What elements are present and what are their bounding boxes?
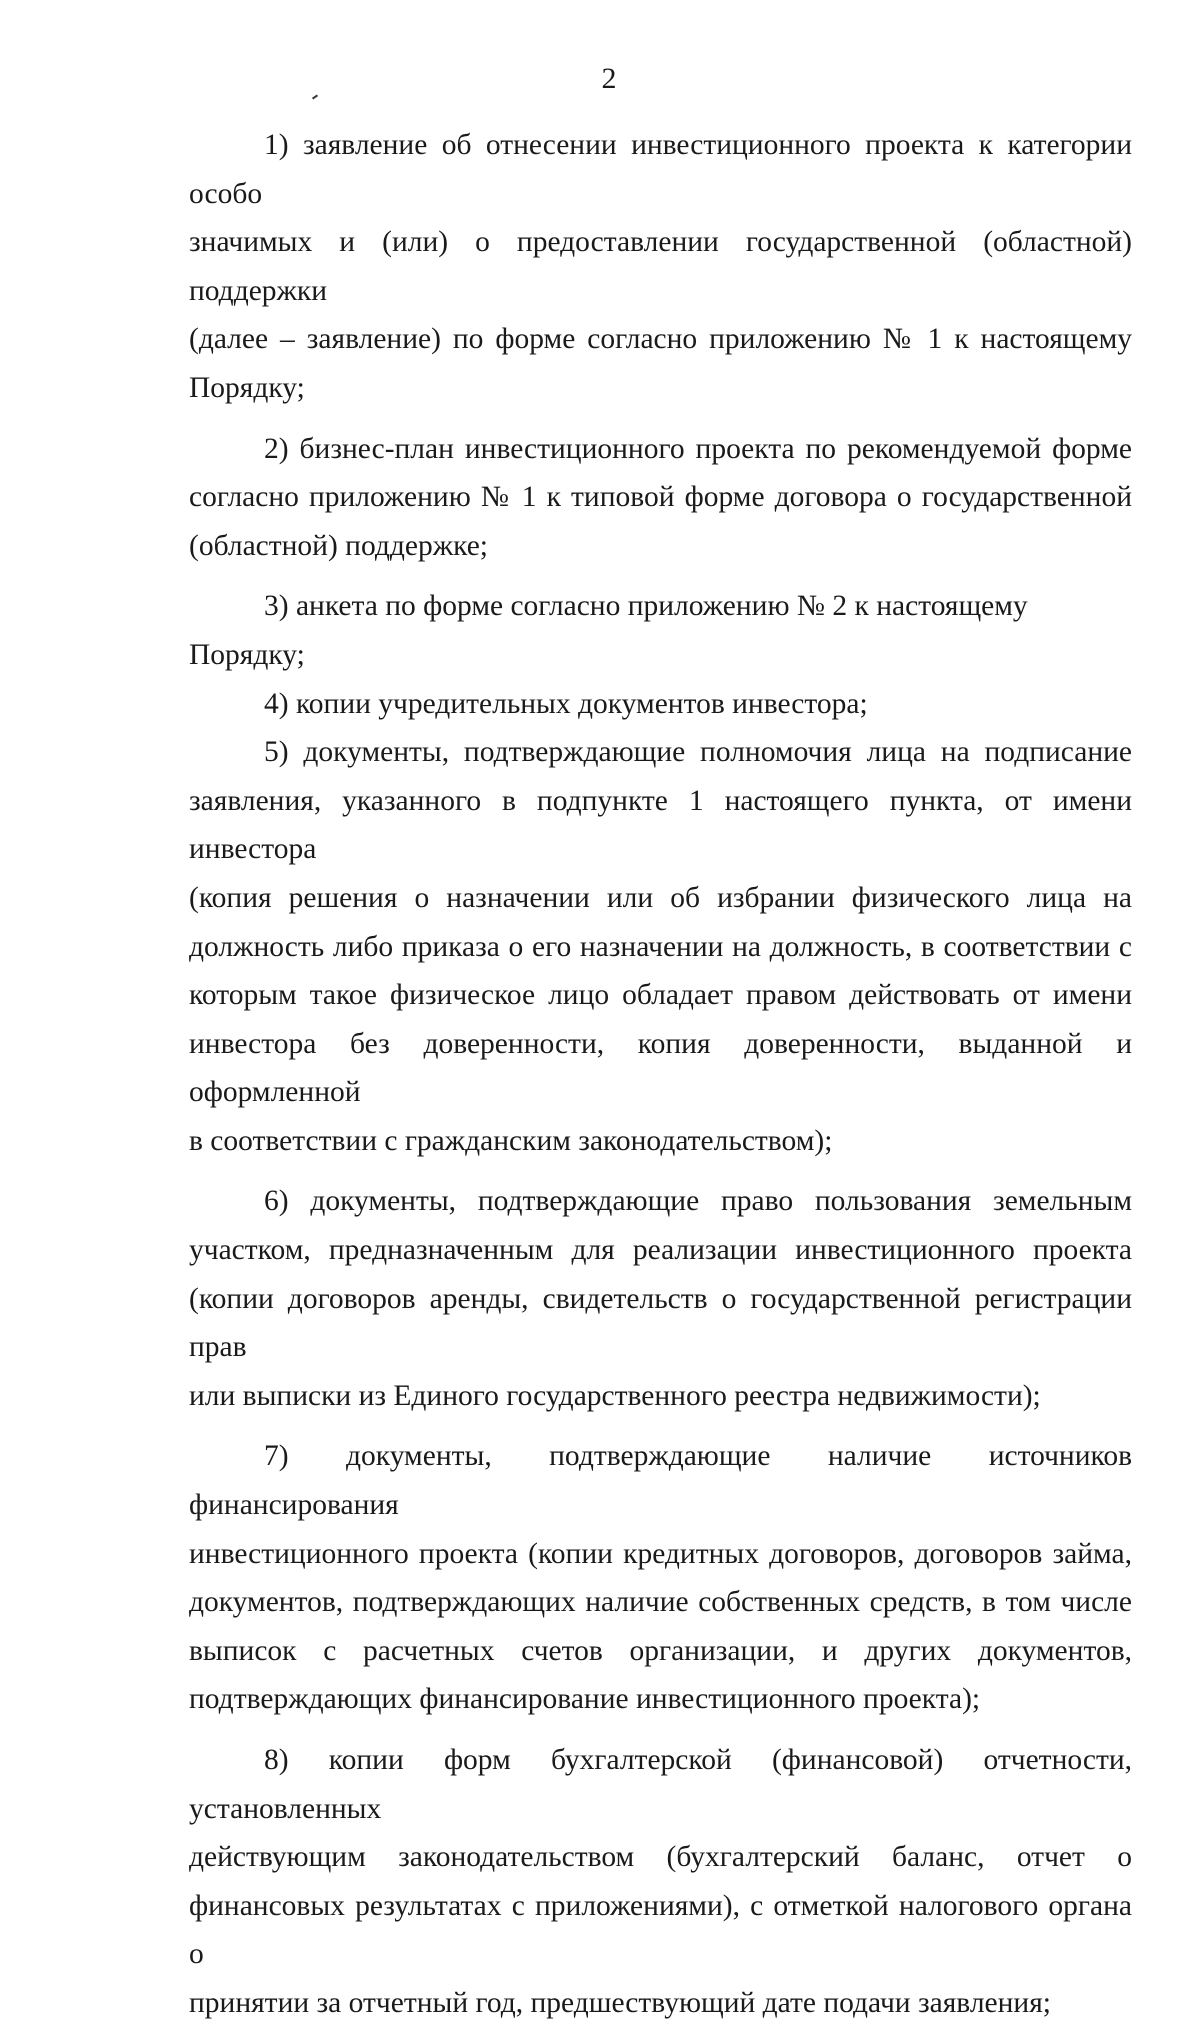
text-line: (копии договоров аренды, свидетельств о государственной регистрации прав: [189, 1282, 1132, 1364]
text-line: 4) копии учредительных документов инвестора;: [264, 687, 868, 720]
text-line: 5) документы, подтверждающие полномочия лица на подписание: [264, 736, 1132, 769]
text-line: 6) документы, подтверждающие право пользования земельным: [264, 1185, 1132, 1218]
text-line: согласно приложению № 1 к типовой форме договора о государственной: [189, 481, 1132, 514]
document-body: [189, 121, 1132, 2028]
text-line: должность либо приказа о его назначении на должность, в соответствии с: [189, 930, 1132, 963]
list-item-7: [189, 1432, 1132, 1724]
text-line: 8) копии форм бухгалтерской (финансовой) отчетности, установленных: [189, 1744, 1132, 1825]
text-line: выписок с расчетных счетов организации, и других документов,: [189, 1634, 1132, 1667]
text-line: или выписки из Единого государственного реестра недвижимости);: [189, 1379, 1041, 1412]
text-line: (копия решения о назначении или об избрании физического лица на: [189, 881, 1132, 914]
text-line: которым такое физическое лицо обладает правом действовать от имени: [189, 979, 1132, 1012]
text-line: 2) бизнес-план инвестиционного проекта по рекомендуемой форме: [264, 432, 1132, 465]
list-item-1: [189, 121, 1132, 413]
list-item-5: [189, 728, 1132, 1165]
text-line: принятии за отчетный год, предшествующий дате подачи заявления;: [189, 1986, 1051, 2019]
text-line: 1) заявление об отнесении инвестиционного проекта к категории особо: [189, 129, 1132, 210]
list-item-2: [189, 425, 1132, 571]
list-item-4: [189, 680, 1132, 729]
text-line: (областной) поддержке;: [189, 529, 488, 562]
text-line: (далее – заявление) по форме согласно приложению № 1 к настоящему: [189, 323, 1132, 356]
text-line: Порядку;: [189, 371, 305, 404]
text-line: документов, подтверждающих наличие собственных средств, в том числе: [189, 1586, 1132, 1619]
list-item-8: [189, 1736, 1132, 2028]
page-number: 2: [601, 62, 617, 95]
text-line: действующим законодательством (бухгалтерский баланс, отчет о: [189, 1841, 1132, 1874]
text-line: инвестора без доверенности, копия доверенности, выданной и оформленной: [189, 1027, 1132, 1109]
text-line: заявления, указанного в подпункте 1 настоящего пункта, от имени инвестора: [189, 784, 1132, 866]
text-line: подтверждающих финансирование инвестиционного проекта);: [189, 1683, 981, 1716]
list-item-6: [189, 1177, 1132, 1420]
text-line: инвестиционного проекта (копии кредитных договоров, договоров займа,: [189, 1537, 1132, 1570]
text-line: 3) анкета по форме согласно приложению № 2 к настоящему Порядку;: [189, 590, 1028, 671]
text-line: значимых и (или) о предоставлении государственной (областной) поддержки: [189, 226, 1132, 307]
text-line: 7) документы, подтверждающие наличие источников финансирования: [189, 1440, 1132, 1522]
text-line: в соответствии с гражданским законодательством);: [189, 1124, 833, 1157]
list-item-3: [189, 582, 1132, 679]
text-line: участком, предназначенным для реализации инвестиционного проекта: [189, 1234, 1132, 1267]
text-line: финансовых результатах с приложениями), с отметкой налогового органа о: [189, 1889, 1132, 1971]
